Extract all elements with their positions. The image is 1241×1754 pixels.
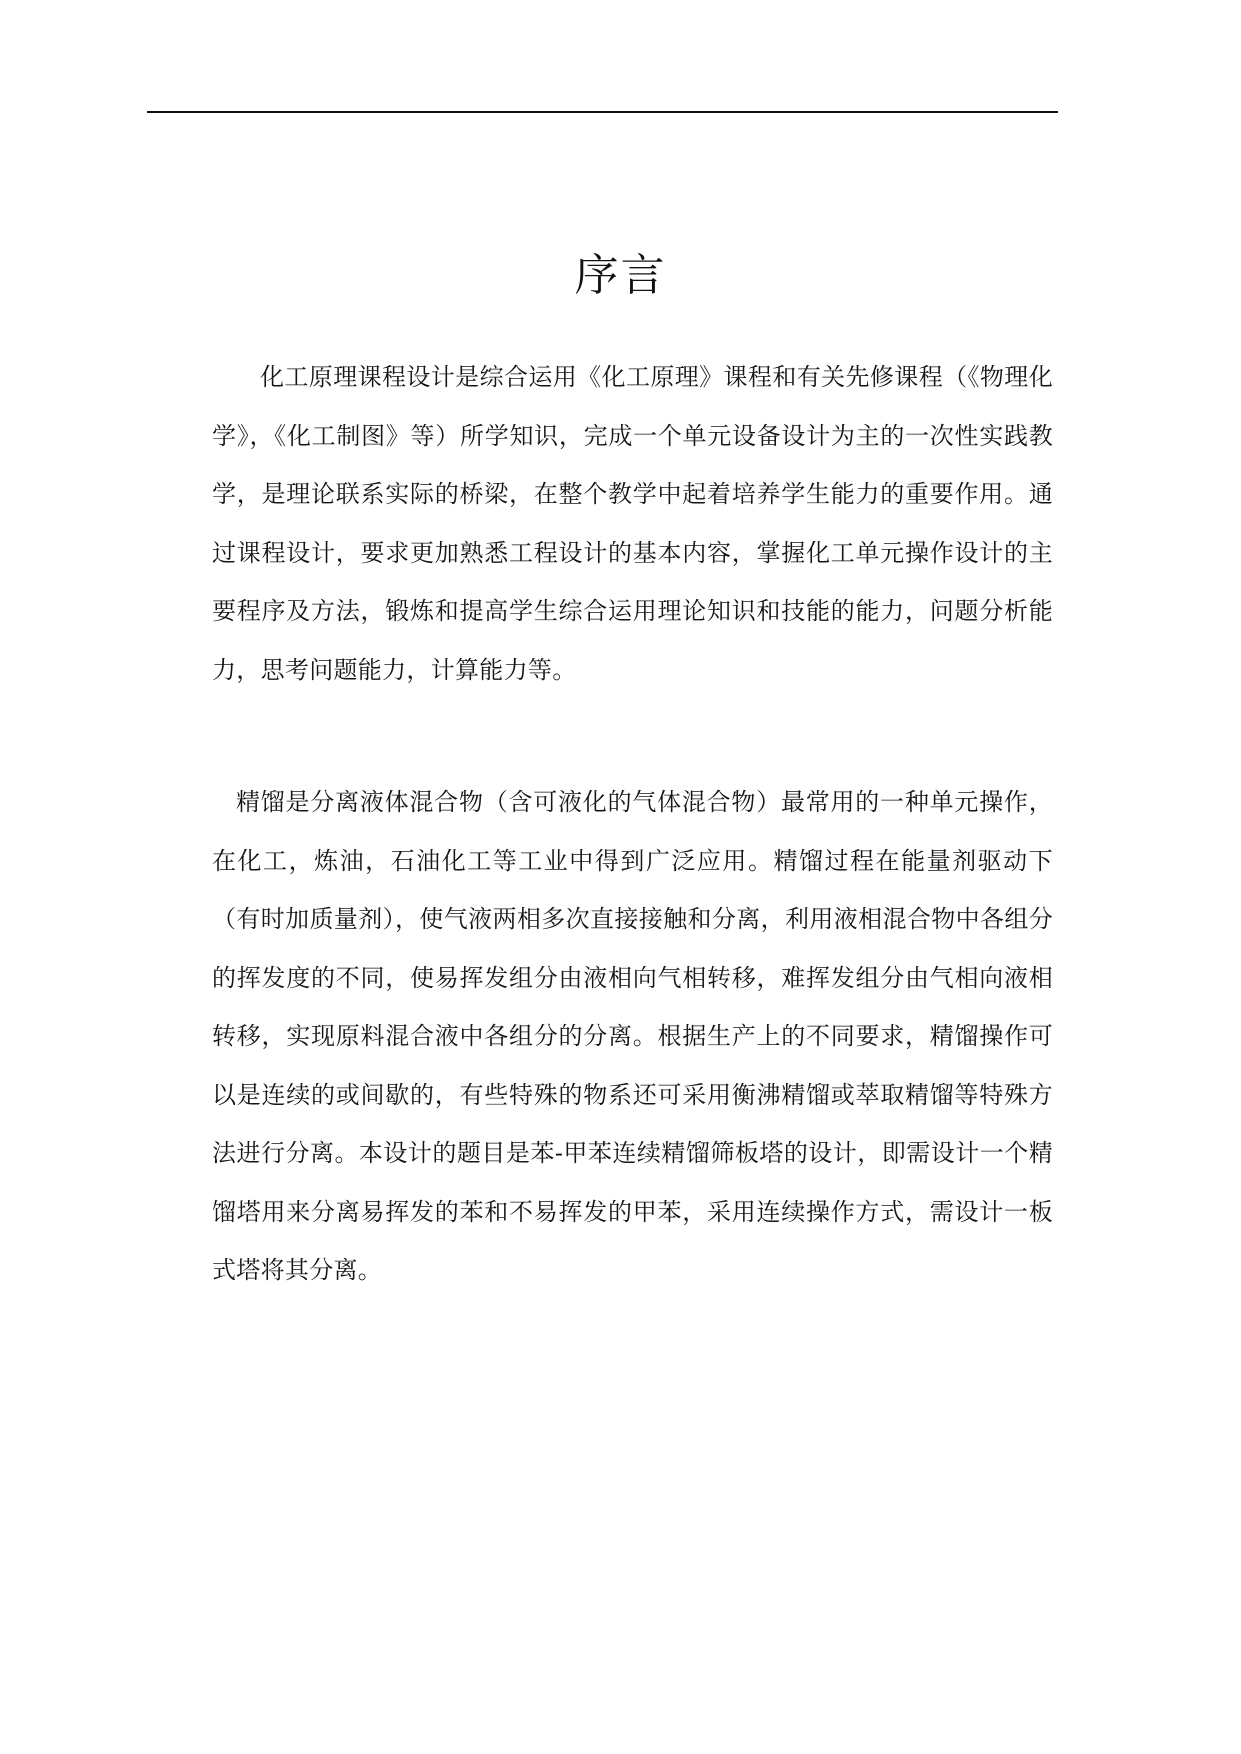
paragraph-course-design: 化工原理课程设计是综合运用《化工原理》课程和有关先修课程（《物理化学》，《化工制图》等）所学知识，完成一个单元设备设计为主的一次性实践教学，是理论联系实际的桥梁，在整个教学中起着培养学生能力的重要作用。通过课程设计，要求更加熟悉工程设计的基本内容，掌握化工单元操作设计的主要程序及方法，锻炼和提高学生综合运用理论知识和技能的能力，问题分析能力，思考问题能力，计算能力等。	[212, 363, 1053, 684]
page-title: 序言	[574, 250, 667, 301]
paragraph-distillation: 精馏是分离液体混合物（含可液化的气体混合物）最常用的一种单元操作，在化工，炼油，石油化工等工业中得到广泛应用。精馏过程在能量剂驱动下（有时加质量剂），使气液两相多次直接接触和分离，利用液相混合物中各组分的挥发度的不同，使易挥发组分由液相向气相转移，难挥发组分由气相向液相转移，实现原料混合液中各组分的分离。根据生产上的不同要求，精馏操作可以是连续的或间歇的，有些特殊的物系还可采用衡沸精馏或萃取精馏等特殊方法进行分离。本设计的题目是苯-甲苯连续精馏筛板塔的设计，即需设计一个精馏塔用来分离易挥发的苯和不易挥发的甲苯，采用连续操作方式，需设计一板式塔将其分离。	[212, 788, 1053, 1284]
header-rule	[147, 111, 1058, 113]
